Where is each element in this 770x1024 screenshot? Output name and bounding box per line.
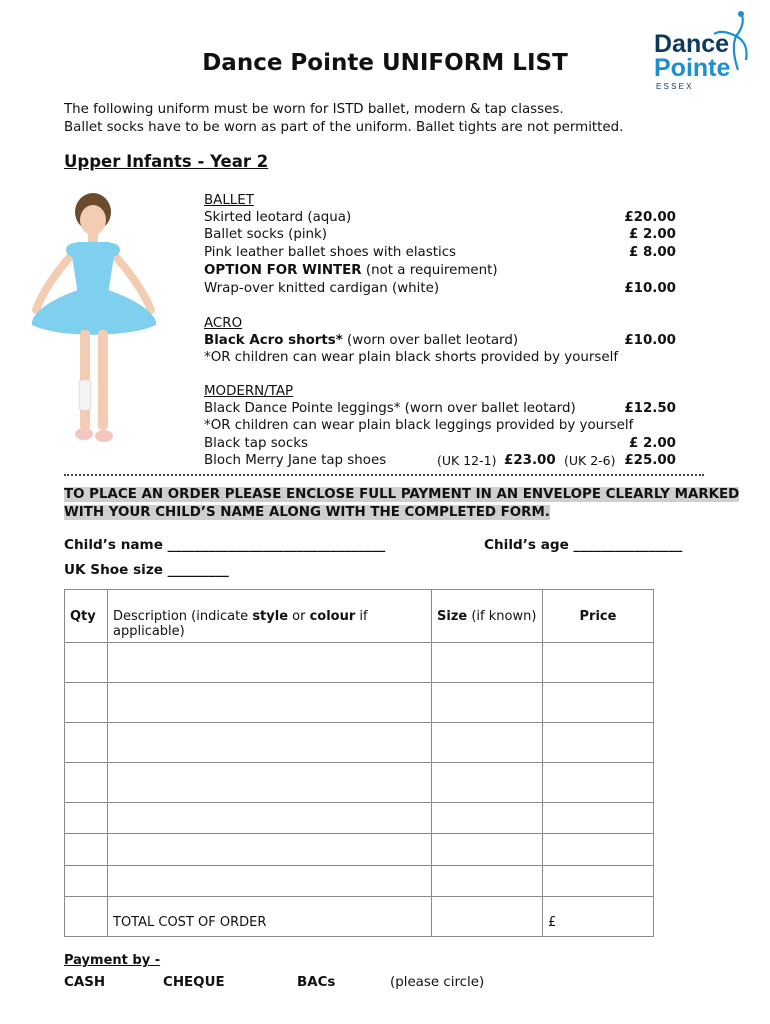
item-price: £ 2.00 — [628, 436, 676, 451]
price-cell[interactable] — [543, 643, 654, 683]
header-text: Size — [437, 609, 468, 624]
qty-cell — [65, 897, 108, 937]
item-row — [204, 453, 676, 471]
header-text: (if known) — [467, 609, 537, 624]
price-header: Price — [543, 590, 654, 643]
item-price: £ 8.00 — [628, 245, 676, 260]
header-text: Description (indicate — [113, 609, 253, 624]
child-name-field[interactable]: Child’s name ________________________________ — [64, 537, 386, 553]
item-label: Black tap socks — [204, 436, 308, 451]
qty-cell[interactable] — [65, 866, 108, 897]
item-row — [204, 436, 676, 454]
item-label: Wrap-over knitted cardigan (white) — [204, 281, 440, 296]
ballet-girl-photo — [18, 190, 168, 455]
option-note: (not a requirement) — [361, 263, 498, 278]
order-notice — [64, 486, 739, 521]
table-row — [65, 723, 654, 763]
logo-text-pointe: Pointe — [654, 54, 731, 82]
qty-cell[interactable] — [65, 763, 108, 803]
item-price: £23.00 — [504, 453, 556, 468]
winter-option — [204, 263, 676, 281]
payment-option-bacs[interactable]: BACs — [297, 975, 336, 990]
heading-text: BALLET — [204, 193, 254, 208]
size-cell[interactable] — [432, 866, 543, 897]
item-price: £ 2.00 — [628, 227, 676, 242]
acro-heading — [204, 316, 676, 334]
size-cell — [432, 897, 543, 937]
table-row — [65, 763, 654, 803]
description-cell[interactable] — [108, 866, 432, 897]
price-cell[interactable] — [543, 866, 654, 897]
item-label: Ballet socks (pink) — [204, 227, 328, 242]
description-cell[interactable] — [108, 803, 432, 834]
shoe-size-range: (UK 2-6) — [564, 453, 616, 468]
uniform-price-list — [204, 193, 676, 483]
leggings-note: *OR children can wear plain black leggings provided by yourself — [204, 418, 634, 433]
header-text: if applicable) — [113, 609, 368, 639]
shoe-size-range: (UK 12-1) — [437, 453, 497, 468]
payment-option-cheque[interactable]: CHEQUE — [163, 975, 225, 990]
intro-text — [64, 101, 623, 136]
item-row — [204, 281, 676, 299]
item-row — [204, 401, 676, 419]
qty-cell[interactable] — [65, 683, 108, 723]
description-cell[interactable] — [108, 763, 432, 803]
size-cell[interactable] — [432, 683, 543, 723]
header-text: or — [288, 609, 310, 624]
heading-text: MODERN/TAP — [204, 384, 294, 399]
item-price: £12.50 — [624, 401, 676, 416]
item-label: Pink leather ballet shoes with elastics — [204, 245, 457, 260]
qty-cell[interactable] — [65, 803, 108, 834]
intro-line: The following uniform must be worn for ISTD ballet, modern & tap classes. — [64, 102, 564, 117]
total-label: TOTAL COST OF ORDER — [108, 897, 432, 937]
item-note: (worn over ballet leotard) — [342, 333, 519, 348]
page-title: Dance Pointe UNIFORM LIST — [202, 50, 568, 76]
heading-text: ACRO — [204, 316, 243, 331]
price-cell[interactable] — [543, 803, 654, 834]
item-row — [204, 245, 676, 263]
payment-heading: Payment by - — [64, 953, 161, 968]
intro-line: Ballet socks have to be worn as part of the uniform. Ballet tights are not permitted. — [64, 119, 624, 135]
modern-tap-heading — [204, 384, 676, 402]
description-cell[interactable] — [108, 683, 432, 723]
item-price: £20.00 — [624, 210, 676, 225]
item-row — [204, 333, 676, 351]
qty-cell[interactable] — [65, 643, 108, 683]
section-heading: Upper Infants - Year 2 — [64, 152, 269, 171]
price-cell[interactable] — [543, 834, 654, 866]
price-cell[interactable] — [543, 763, 654, 803]
size-cell[interactable] — [432, 763, 543, 803]
table-header-row — [65, 590, 654, 643]
price-cell[interactable] — [543, 723, 654, 763]
size-cell[interactable] — [432, 643, 543, 683]
total-value[interactable]: £ — [543, 897, 654, 937]
acro-note: *OR children can wear plain black shorts provided by yourself — [204, 350, 619, 365]
notice-line: WITH YOUR CHILD’S NAME ALONG WITH THE COMPLETED FORM. — [64, 504, 550, 520]
payment-option-cash[interactable]: CASH — [64, 975, 106, 990]
size-cell[interactable] — [432, 723, 543, 763]
item-label: Black Acro shorts* — [204, 333, 343, 348]
shoe-size-field[interactable]: UK Shoe size _________ — [64, 562, 229, 578]
table-row — [65, 866, 654, 897]
logo-text-dance: Dance — [654, 30, 730, 58]
header-text: style — [252, 609, 289, 624]
item-row — [204, 210, 676, 228]
dotted-divider — [64, 474, 704, 476]
table-row — [65, 834, 654, 866]
item-label: Skirted leotard (aqua) — [204, 210, 352, 225]
item-price: £10.00 — [624, 281, 676, 296]
total-row — [65, 897, 654, 937]
size-header — [432, 590, 543, 643]
item-label: Bloch Merry Jane tap shoes — [204, 453, 387, 468]
header-text: colour — [309, 609, 356, 624]
table-row — [65, 643, 654, 683]
please-circle-note: (please circle) — [390, 975, 485, 990]
notice-line: TO PLACE AN ORDER PLEASE ENCLOSE FULL PAYMENT IN AN ENVELOPE CLEARLY MARKED — [64, 487, 740, 502]
option-label: OPTION FOR WINTER — [204, 263, 362, 278]
child-age-field[interactable]: Child’s age ________________ — [484, 537, 683, 553]
item-price: £10.00 — [624, 333, 676, 348]
ballet-heading — [204, 193, 676, 211]
description-header — [108, 590, 432, 643]
description-cell[interactable] — [108, 834, 432, 866]
item-row — [204, 227, 676, 245]
table-row — [65, 683, 654, 723]
qty-header: Qty — [65, 590, 108, 643]
logo-text-essex: E S S E X — [656, 82, 692, 91]
description-cell[interactable] — [108, 723, 432, 763]
size-cell[interactable] — [432, 834, 543, 866]
order-table — [64, 589, 654, 937]
item-price: £25.00 — [624, 453, 676, 468]
qty-cell[interactable] — [65, 834, 108, 866]
qty-cell[interactable] — [65, 723, 108, 763]
size-cell[interactable] — [432, 803, 543, 834]
item-label: Black Dance Pointe leggings* (worn over ballet leotard) — [204, 401, 576, 416]
description-cell[interactable] — [108, 643, 432, 683]
table-row — [65, 803, 654, 834]
price-cell[interactable] — [543, 683, 654, 723]
